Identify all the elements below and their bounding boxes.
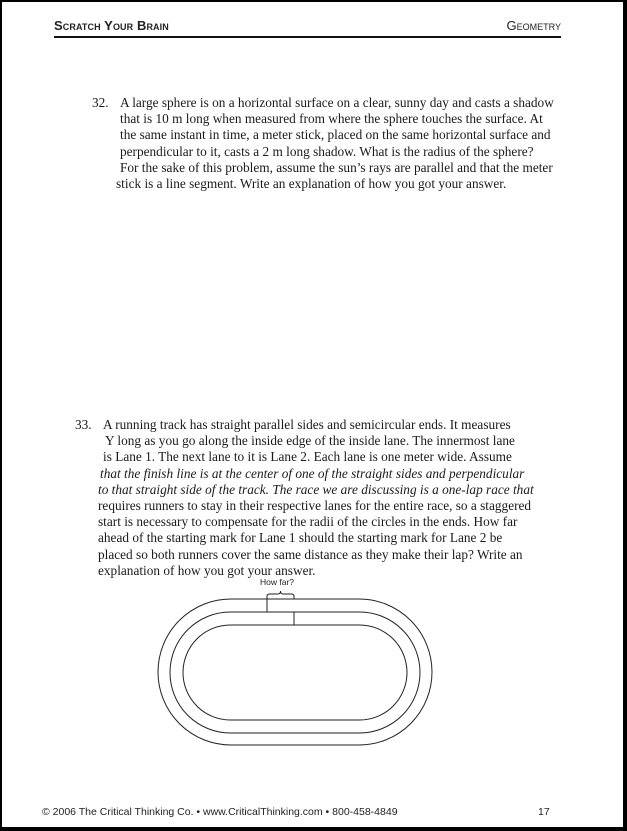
text-line: Y long as you go along the inside edge of the inside lane. The innermost lane — [105, 433, 515, 449]
book-title: Scratch Your Brain — [54, 18, 169, 33]
running-track-diagram — [150, 574, 450, 754]
problem-number: 32. — [92, 95, 109, 110]
header-rule — [54, 36, 561, 38]
text-line: requires runners to stay in their respective lanes for the entire race, so a staggered — [98, 498, 532, 514]
text-line: that the finish line is at the center of one of the straight sides and perpendicular — [100, 465, 525, 481]
text-line: A running track has straight parallel sides and semicircular ends. It measures — [103, 417, 511, 432]
track-middle-edge — [170, 612, 420, 733]
text-line: stick is a line segment. Write an explanation of how you got your answer. — [116, 176, 507, 192]
section-title: Geometry — [506, 18, 561, 33]
diagram-label: How far? — [260, 577, 295, 587]
text-line: A large sphere is on a horizontal surface on a clear, sunny day and casts a shadow — [120, 95, 554, 110]
text-line: placed so both runners cover the same distance as they make their lap? Write an — [98, 546, 523, 562]
text-line: ahead of the starting mark for Lane 1 should the starting mark for Lane 2 be — [98, 530, 503, 546]
text-line: the same instant in time, a meter stick, placed on the same horizontal surface and — [120, 127, 551, 143]
copyright-footer: © 2006 The Critical Thinking Co. • www.CriticalThinking.com • 800-458-4849 — [42, 806, 398, 818]
text-line: perpendicular to it, casts a 2 m long shadow. What is the radius of the sphere? — [120, 143, 534, 159]
problem-text — [116, 95, 554, 192]
page-header — [54, 18, 561, 36]
text-line: to that straight side of the track. The race we are discussing is a one-lap race that — [98, 481, 534, 497]
text-line: For the sake of this problem, assume the sun’s rays are parallel and that the meter — [120, 159, 553, 175]
text-line: explanation of how you got your answer. — [98, 562, 316, 578]
text-line: that is 10 m long when measured from where the sphere touches the surface. At — [120, 111, 543, 127]
text-line: start is necessary to compensate for the radii of the circles in the ends. How far — [98, 514, 518, 530]
text-line: is Lane 1. The next lane to it is Lane 2. Each lane is one meter wide. Assume — [103, 449, 512, 465]
problem-text — [98, 417, 534, 579]
track-inner-edge — [183, 625, 407, 720]
page-number: 17 — [538, 806, 550, 818]
problem-number: 33. — [75, 417, 92, 432]
distance-brace-icon — [267, 591, 294, 599]
